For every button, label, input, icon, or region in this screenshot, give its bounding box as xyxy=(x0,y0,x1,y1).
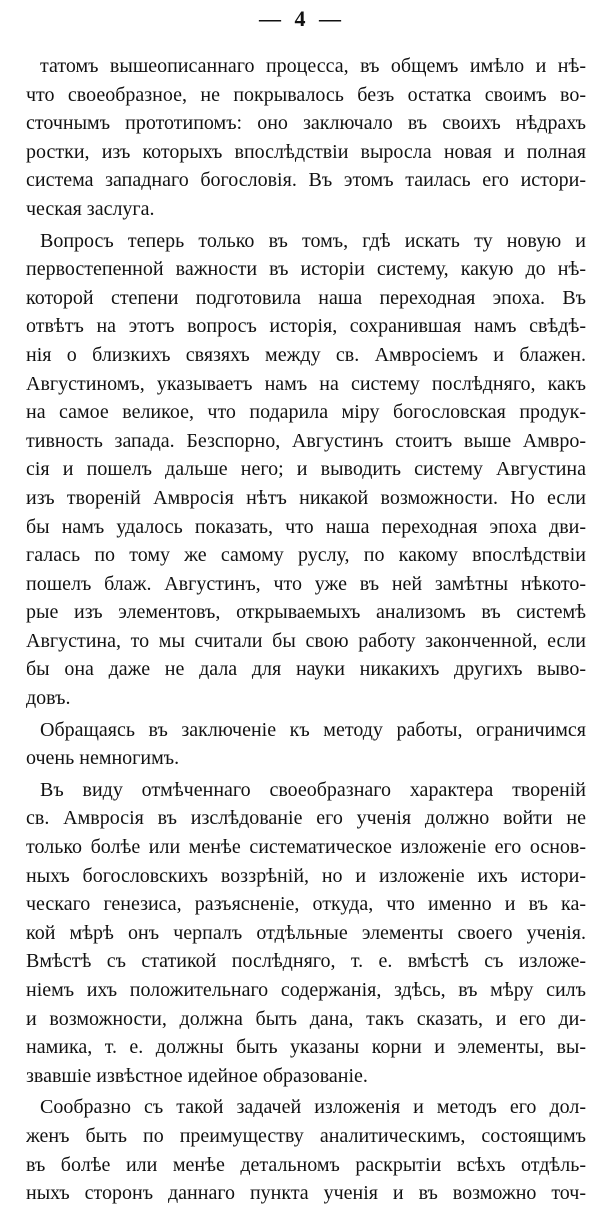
page-number: — 4 — xyxy=(259,6,345,31)
text-line: звавшіе извѣстное идейное образованіе. xyxy=(26,1064,368,1087)
text-line: Сообразно съ такой задачей изложенія и методъ его дол- xyxy=(40,1096,586,1119)
text-line: ческаго генезиса, разъясненіе, откуда, что именно и въ ка- xyxy=(26,893,586,916)
text-line: св. Амвросія въ изслѣдованіе его ученія должно войти не xyxy=(26,807,586,830)
text-line: бы намъ удалось показать, что наша переходная эпоха дви- xyxy=(26,515,586,538)
text-line: галась по тому же самому руслу, по какому впослѣдствіи xyxy=(26,544,586,567)
text-line: тивность запада. Безспорно, Августинъ стоитъ выше Амвро- xyxy=(26,429,586,452)
text-line: въ болѣе или менѣе детальномъ раскрытіи всѣхъ отдѣль- xyxy=(26,1153,586,1176)
paragraph xyxy=(26,776,586,1091)
text-line: ныхъ сторонъ даннаго пункта ученія и въ возможно точ- xyxy=(26,1182,586,1205)
paragraph xyxy=(26,227,586,713)
text-line: изъ твореній Амвросія нѣтъ никакой возможности. Но если xyxy=(26,486,586,509)
body-text xyxy=(26,52,586,1208)
text-line: женъ быть по преимуществу аналитическимъ, состоящимъ xyxy=(26,1124,586,1147)
paragraph xyxy=(26,52,586,224)
text-line: что своеобразное, не покрывалось безъ остатка своимъ во- xyxy=(26,83,586,106)
text-line: ныхъ богословскихъ воззрѣній, но и изложеніе ихъ истори- xyxy=(26,864,586,887)
text-line: которой степени подготовила наша переходная эпоха. Въ xyxy=(26,286,586,309)
text-line: и возможности, должна быть дана, такъ сказать, и его ди- xyxy=(26,1007,586,1030)
text-line: намика, т. е. должны быть указаны корни и элементы, вы- xyxy=(26,1036,586,1059)
text-line: бы она даже не дала для науки никакихъ другихъ выво- xyxy=(26,658,586,681)
text-line: рые изъ элементовъ, открываемыхъ анализомъ въ системѣ xyxy=(26,601,586,624)
text-line: система западнаго богословія. Въ этомъ таилась его истори- xyxy=(26,169,586,192)
text-line: первостепенной важности въ исторіи систему, какую до нѣ- xyxy=(26,258,586,281)
text-line: ніемъ ихъ положительнаго содержанія, здѣсь, въ мѣру силъ xyxy=(26,979,586,1001)
text-line: только болѣе или менѣе систематическое изложеніе его основ- xyxy=(26,836,586,859)
text-line: Вмѣстѣ съ статикой послѣдняго, т. е. вмѣстѣ съ изложе- xyxy=(26,950,586,973)
text-line: на самое великое, что подарила міру богословская продук- xyxy=(26,401,586,424)
text-line: нія о близкихъ связяхъ между св. Амвросіемъ и блажен. xyxy=(26,343,586,366)
paragraph xyxy=(26,716,586,773)
text-line: отвѣтъ на этотъ вопросъ исторія, сохранившая намъ свѣдѣ- xyxy=(26,315,586,338)
text-line: сточнымъ прототипомъ: оно заключало въ своихъ нѣдрахъ xyxy=(26,112,586,135)
text-line: ческая заслуга. xyxy=(26,197,155,220)
text-line: Августина, то мы считали бы свою работу законченной, если xyxy=(26,629,586,652)
text-line: сія и пошелъ дальше него; и выводить систему Августина xyxy=(26,458,586,481)
text-line: татомъ вышеописаннаго процесса, въ общемъ имѣло и нѣ- xyxy=(40,55,586,77)
text-line: ростки, изъ которыхъ впослѣдствіи выросла новая и полная xyxy=(26,140,586,163)
text-line: Вопросъ теперь только въ томъ, гдѣ искать ту новую и xyxy=(40,229,586,252)
text-line: кой мѣрѣ онъ черпалъ отдѣльные элементы своего ученія. xyxy=(26,921,586,944)
text-line: довъ. xyxy=(26,687,71,710)
text-line: очень немногимъ. xyxy=(26,747,180,770)
paragraph xyxy=(26,1093,586,1207)
text-line: пошелъ блаж. Августинъ, что уже въ ней замѣтны нѣкото- xyxy=(26,572,586,595)
text-line: Обращаясь въ заключеніе къ методу работы, ограничимся xyxy=(40,718,586,741)
text-line: Августиномъ, указываетъ намъ на систему послѣдняго, какъ xyxy=(26,372,586,395)
text-line: Въ виду отмѣченнаго своеобразнаго характера твореній xyxy=(40,778,586,801)
